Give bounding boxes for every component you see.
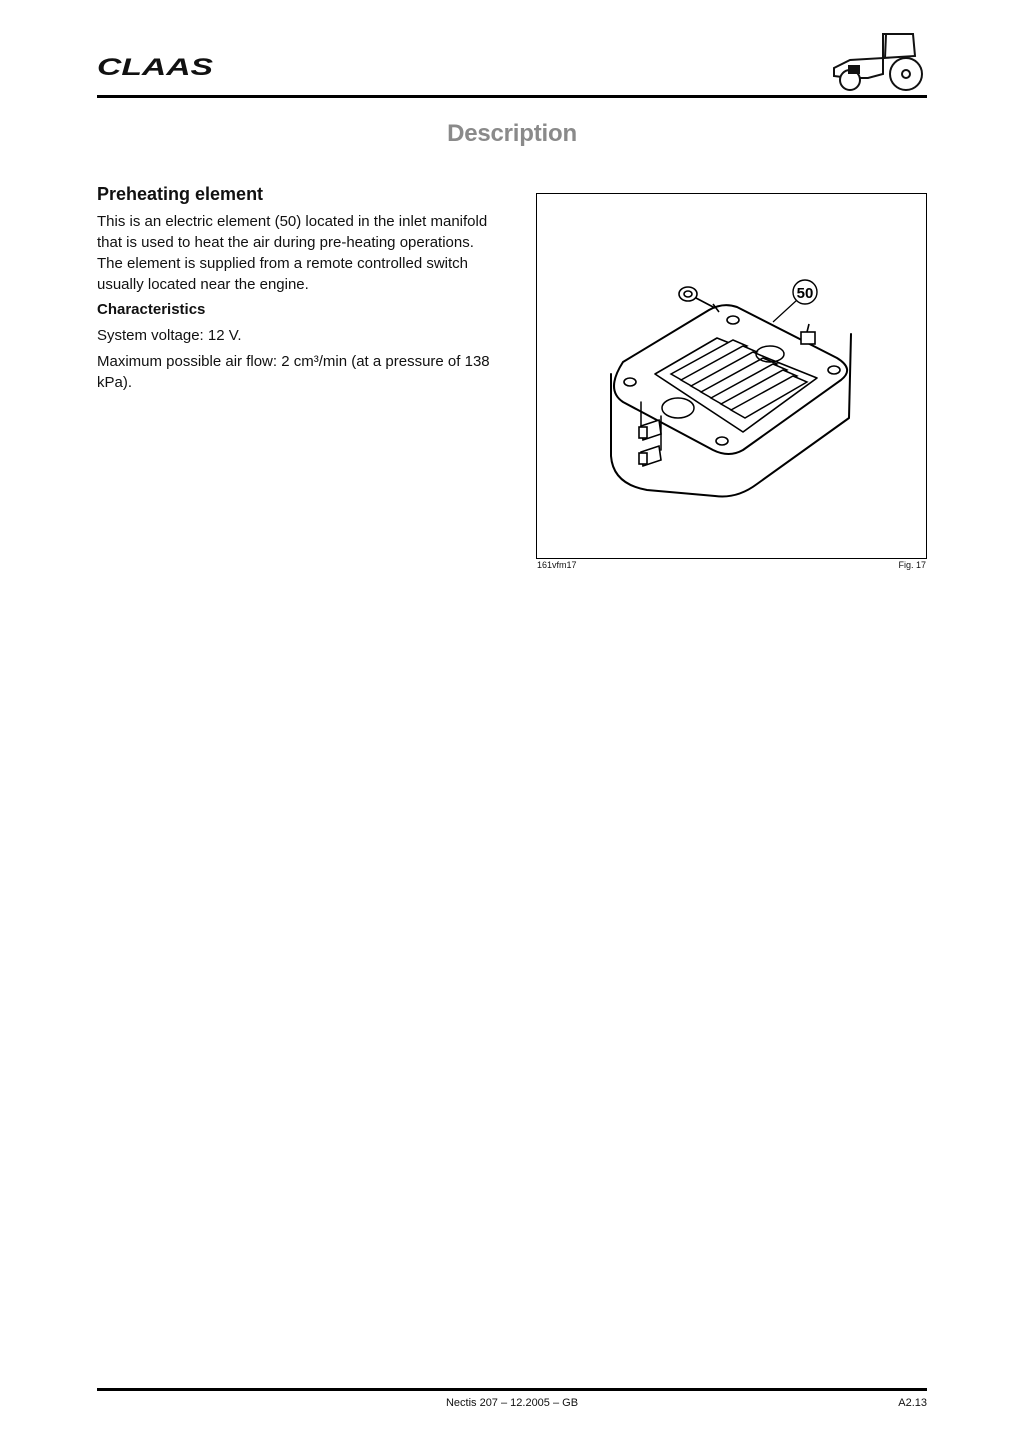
claas-logo bbox=[97, 56, 215, 78]
figure-reference: 161vfm17 bbox=[537, 560, 577, 570]
preheating-element-illustration bbox=[537, 194, 926, 558]
figure-frame bbox=[536, 193, 927, 559]
footer-page-number: A2.13 bbox=[898, 1397, 927, 1409]
section-title: Preheating element bbox=[97, 184, 264, 204]
characteristics-heading: Characteristics bbox=[97, 301, 206, 318]
system-voltage: System voltage: 12 V. bbox=[97, 327, 242, 344]
footer-document: Nectis 207 – 12.2005 – GB bbox=[445, 1397, 579, 1409]
callout-label: 50 bbox=[796, 285, 814, 302]
brand-name: CLAAS bbox=[97, 56, 213, 78]
tractor-icon bbox=[828, 30, 928, 92]
text-column bbox=[97, 184, 497, 398]
figure-number: Fig. 17 bbox=[898, 560, 926, 570]
footer-rule bbox=[97, 1388, 927, 1391]
intro-paragraph: This is an electric element (50) located in the inlet manifold that is used to heat the air during pre-heating operations. The element is supplied from a remote controlled switch usually located near the engine. bbox=[97, 213, 488, 293]
header-rule bbox=[97, 95, 927, 98]
page-title: Description bbox=[447, 120, 577, 147]
air-flow: Maximum possible air flow: 2 cm³/min (at a pressure of 138 kPa). bbox=[97, 353, 490, 391]
